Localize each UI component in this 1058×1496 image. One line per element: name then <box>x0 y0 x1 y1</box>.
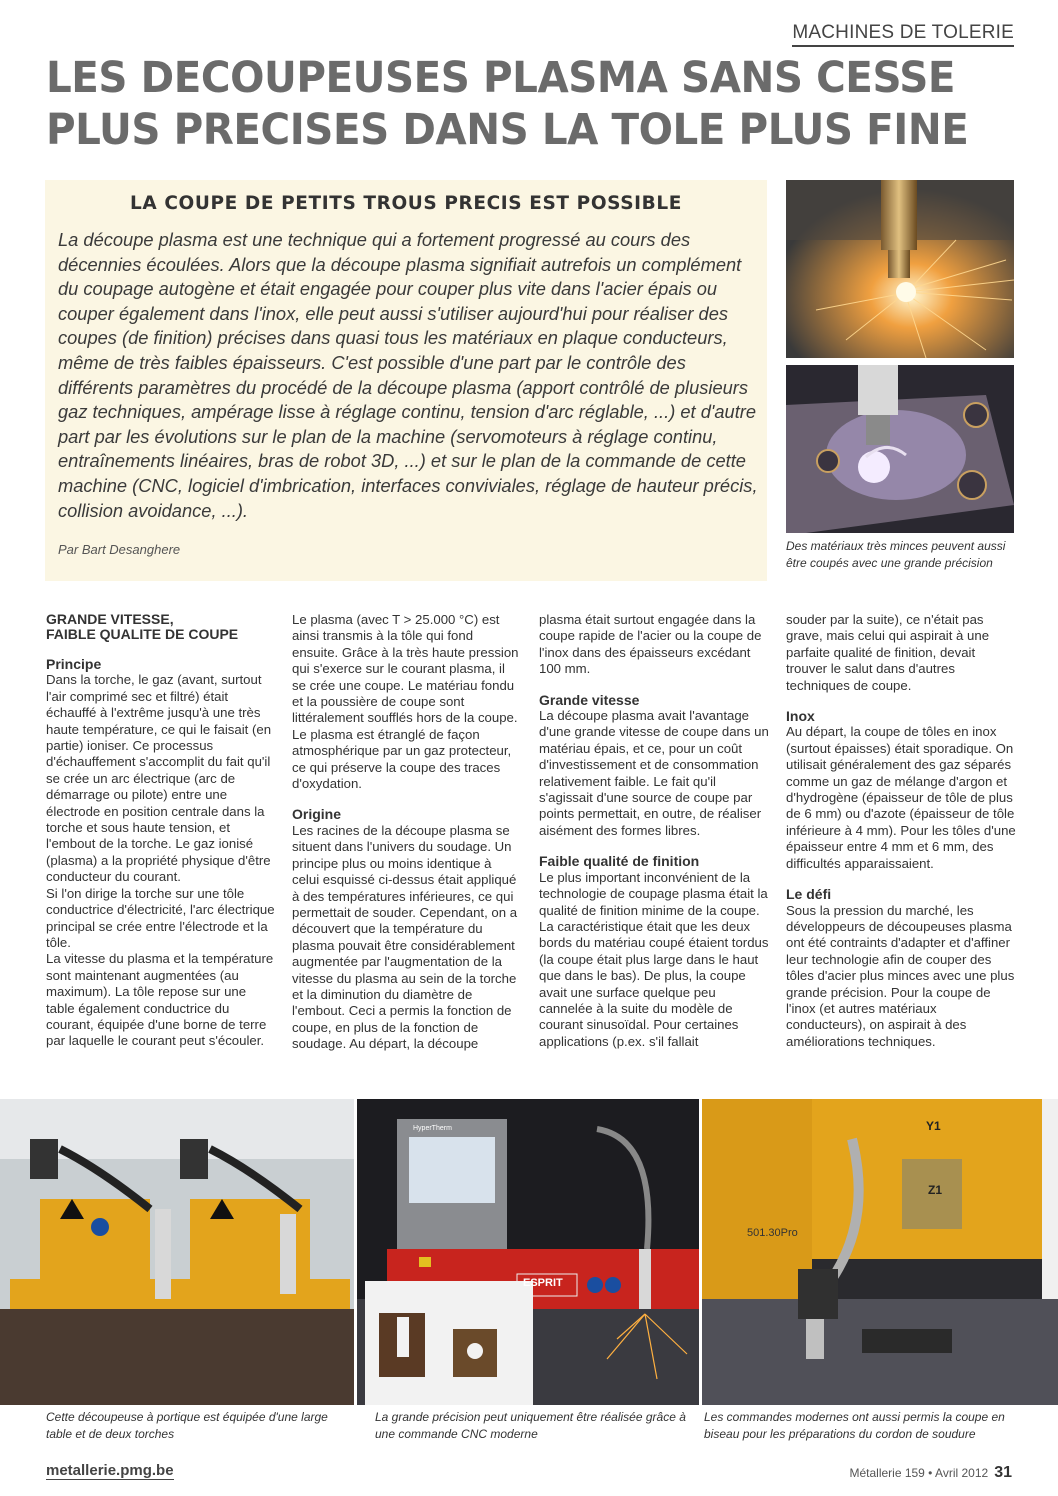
column-2 <box>292 612 522 1053</box>
bevel-torch-photo <box>702 1099 1058 1405</box>
column-1 <box>46 612 278 1050</box>
paragraph: Les racines de la découpe plasma se situent dans l'univers du soudage. Un principe plus ou moins identique à celui esquissé ci-dessus était appliqué à des températures inférieures, ce qui permettait de souder. Cependant, on a découvert que la température du plasma pouvait être considérablement augmentée par l'augmentation de la vitesse du plasma au sein de la torche et la diminution du diamètre de l'embout. Ceci a permis la fonction de coupe, en plus de la fonction de soudage. Au départ, la découpe <box>292 822 518 1052</box>
intro-heading: LA COUPE DE PETITS TROUS PRECIS EST POSSIBLE <box>129 193 682 214</box>
heading-line: GRANDE VITESSE, <box>46 611 174 627</box>
gantry-machine-photo <box>0 1099 354 1405</box>
gantry-caption: Cette découpeuse à portique est équipée d'une large table et de deux torches <box>46 1410 328 1441</box>
plate-cutting-photo <box>786 365 1014 533</box>
paragraph: Le plasma (avec T > 25.000 °C) est ainsi transmis à la tôle qui fond ensuite. Grâce à la très haute pression qui s'exerce sur le courant plasma, il se crée une coupe. Le matériau fondu et la poussière de coupe sont littéralement soufflés hors de la coupe. Le plasma est étranglé de façon atmosphérique par un gaz protecteur, ce qui préserve la coupe des traces d'oxydation. <box>292 612 519 792</box>
paragraph: Le plus important inconvénient de la technologie de coupage plasma était la qualité de finition minime de la coupe. La caractéristique était que les deux bords du matériau coupé étaient tordus (la coupe était plus large dans le haut que dans le bas). De plus, la coupe avait une surface quelque peu cannelée à la suite du modèle de courant sinusoïdal. Pour certaines applications (p.ex. s'il fallait <box>539 869 769 1049</box>
paragraph: Si l'on dirige la torche sur une tôle conductrice d'électricité, l'arc électrique principal se crée entre l'électrode et la tôle. <box>46 885 275 950</box>
issue-label: Métallerie 159 • Avril 2012 <box>849 1466 989 1480</box>
page-title <box>46 52 967 156</box>
title-line-2: PLUS PRECISES DANS LA TOLE PLUS FINE <box>46 105 969 155</box>
footer-website-link[interactable]: metallerie.pmg.be <box>46 1462 174 1479</box>
intro-box <box>45 180 767 581</box>
paragraph: plasma était surtout engagée dans la coupe rapide de l'acier ou la coupe de l'inox dans des épaisseurs excédant 100 mm. <box>539 612 762 677</box>
axis-z-label: Z1 <box>928 1183 943 1197</box>
section-heading-1 <box>46 612 278 642</box>
cnc-caption: La grande précision peut uniquement être réalisée grâce à une commande CNC moderne <box>375 1410 686 1441</box>
column-3 <box>539 612 771 1050</box>
paragraph: Au départ, la coupe de tôles en inox (surtout épaisses) était sporadique. On utilisait généralement des gaz séparés comme un gaz de mélange d'argon et d'hydrogène (épaisseur de tôle de plus de 6 mm) ou d'azote (épaisseur de tôle inférieure à 4 mm). Pour les tôles d'une épaisseur entre 4 mm et 6 mm, des difficultés apparaissaient. <box>786 724 1016 871</box>
subheading-inox: Inox <box>786 708 815 725</box>
intro-text: La découpe plasma est une technique qui a fortement progressé au cours des décennies écoulées. Alors que la découpe plasma signifiait autrefois un complément du coupage autogène et était engagée pour couper plus vite dans l'acier épais ou couper également dans l'inox, elle peut aussi s'utiliser aujourd'hui pour réaliser des coupes (de finition) précises dans quasi tous les matériaux en plaque conducteurs, même de très faibles épaisseurs. C'est possible d'une part par le contrôle des différents paramètres du procédé de la découpe plasma (apport contrôlé de plusieurs gaz techniques, ampérage lisse à réglage continu, tension d'arc réglable, ...) et d'autre part par les évolutions sur le plan de la machine (servomoteurs à réglage continu, entraînements linéaires, bras de robot 3D, ...) et sur le plan de la commande de cette machine (CNC, logiciel d'imbrication, interfaces conviviales, réglage de hauteur précis, collision avoidance, ...). <box>58 229 758 521</box>
machine-brand-label: ESPRIT <box>523 1277 563 1289</box>
paragraph: Dans la torche, le gaz (avant, surtout l'air comprimé sec et filtré) était échauffé à l'extrême jusqu'à une très haute température, ce qui le faisait (en partie) ioniser. Ce processus d'échauffement s'accomplit du fait qu'il se crée un arc électrique (arc de démarrage ou pilote) entre une électrode en position centrale dans la torche et sous haute tension, et l'embout de la torche. Le gaz ionisé (plasma) a la propriété physique d'être conducteur du courant. <box>46 672 272 885</box>
byline: Par Bart Desanghere <box>58 542 181 557</box>
screen-brand-label: HyperTherm <box>413 1125 452 1132</box>
plasma-sparks-photo <box>786 180 1014 358</box>
subheading-faible-qualite: Faible qualité de finition <box>539 853 700 870</box>
title-line-1: LES DECOUPEUSES PLASMA SANS CESSE <box>46 53 956 103</box>
axis-y-label: Y1 <box>926 1119 941 1133</box>
footer-issue <box>849 1464 1012 1482</box>
heading-line: FAIBLE QUALITE DE COUPE <box>46 626 239 642</box>
paragraph: La vitesse du plasma et la température sont maintenant augmentées (au maximum). La tôle repose sur une table également conductrice du courant, équipée d'une borne de terre par laquelle le courant peut s'écouler. <box>46 951 274 1049</box>
cnc-machine-photo <box>357 1099 699 1405</box>
page-number: 31 <box>994 1464 1012 1481</box>
paragraph: souder par la suite), ce n'était pas grave, mais celui qui aspirait à une parfaite qualité de finition, devait trouver le salut dans d'autres techniques de coupe. <box>786 612 990 693</box>
paragraph: Sous la pression du marché, les développeurs de découpeuses plasma ont été contraints d'adapter et d'affiner leur technologie afin de couper des tôles d'acier plus minces avec une plus grande précision. Pour la coupe de l'inox (et autres matériaux conducteurs), on aspirait à des améliorations techniques. <box>786 902 1015 1049</box>
section-label: MACHINES DE TOLERIE <box>792 22 1014 47</box>
subheading-le-defi: Le défi <box>786 886 832 903</box>
subheading-origine: Origine <box>292 806 342 823</box>
subheading-grande-vitesse: Grande vitesse <box>539 691 640 708</box>
machine-model-label: 501.30Pro <box>747 1227 798 1239</box>
subheading-principe: Principe <box>46 656 102 672</box>
bevel-caption: Les commandes modernes ont aussi permis la coupe en biseau pour les préparations du cordon de soudure <box>704 1410 1005 1441</box>
top-photo-caption: Des matériaux très minces peuvent aussi être coupés avec une grande précision <box>786 539 1006 570</box>
paragraph: La découpe plasma avait l'avantage d'une grande vitesse de coupe dans un matériau épais, et ce, pour un coût d'investissement et de consommation relativement faible. Le fait qu'il s'agissait d'une source de coupe par points permettait, en outre, de réaliser aisément des formes libres. <box>539 708 769 838</box>
column-4 <box>786 612 1016 1050</box>
